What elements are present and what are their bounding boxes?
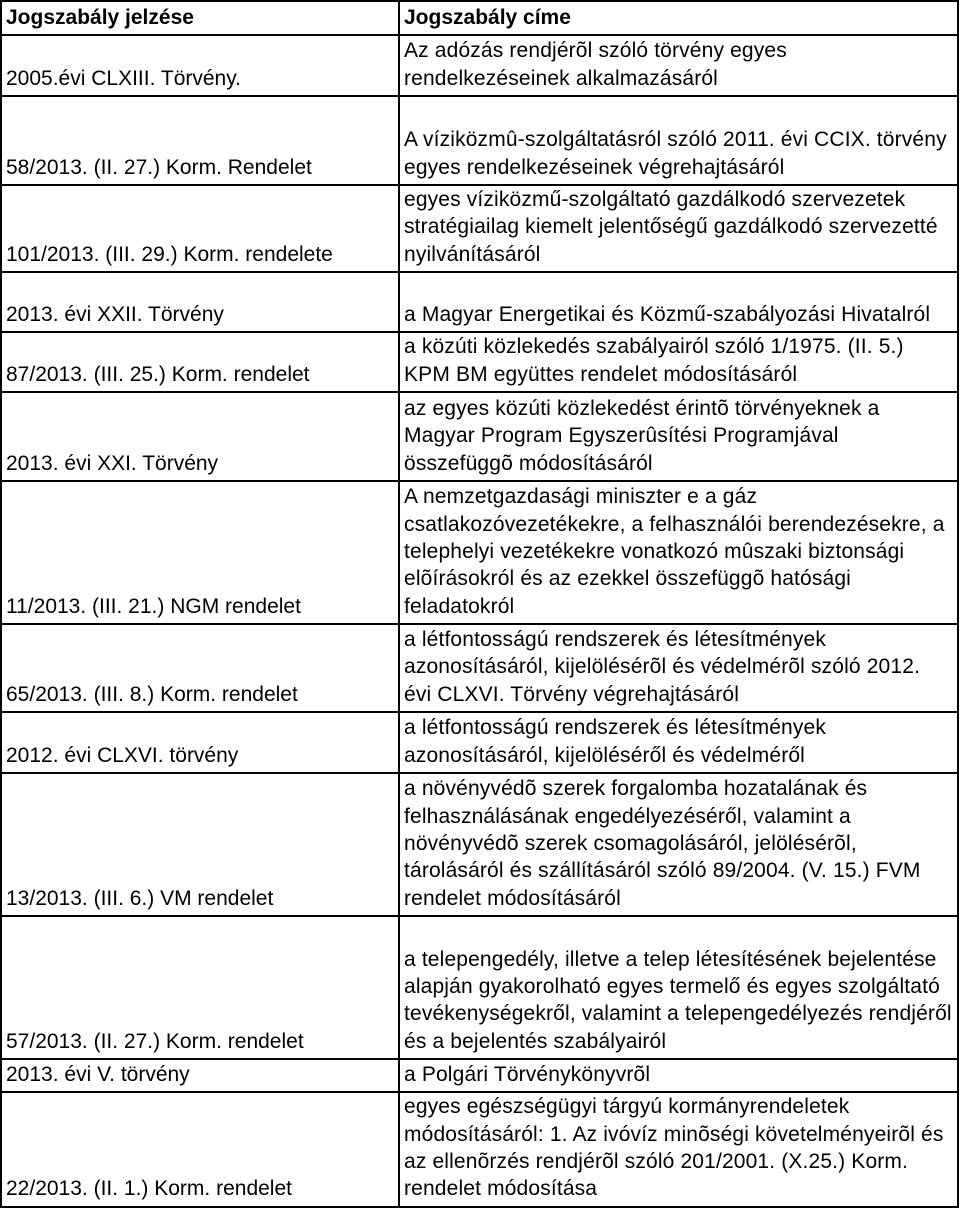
title-text: a Polgári Törvénykönyvrõl <box>404 1062 651 1086</box>
designation-cell: 65/2013. (III. 8.) Korm. rendelet <box>1 624 399 712</box>
designation-cell: 11/2013. (III. 21.) NGM rendelet <box>1 481 399 624</box>
title-cell <box>399 332 958 392</box>
title-text: a közúti közlekedés szabályairól szóló 1/1975. (II. 5.) KPM BM együttes rendelet módosításáról <box>404 335 904 386</box>
table-row <box>1 185 958 272</box>
title-text: A nemzetgazdasági miniszter e a gáz csatlakozóvezetékekre, a felhasználói berendezésekre, a telephelyi vezetékekre vonatkozó mûszaki biztonsági elõírásokról és az ezekkel összefüggõ hatósági feladatokról <box>404 485 945 618</box>
title-text: a létfontosságú rendszerek és létesítmények azonosításáról, kijelölésérõl és védelmérõl szóló 2012. évi CLXVI. Törvény végrehajtásáról <box>404 628 921 706</box>
designation-cell: 2013. évi V. törvény <box>1 1059 399 1092</box>
title-text: az egyes közúti közlekedést érintõ törvényeknek a Magyar Program Egyszerûsítési Programjával összefüggõ módosításáról <box>404 397 880 475</box>
table-row <box>1 916 958 1059</box>
header-designation: Jogszabály jelzése <box>1 1 399 35</box>
title-cell <box>399 96 958 185</box>
table-row <box>1 773 958 916</box>
designation-cell: 101/2013. (III. 29.) Korm. rendelete <box>1 185 399 272</box>
title-text: a telepengedély, illetve a telep létesítésének bejelentése alapján gyakorolható egyes termelő és egyes szolgáltató tevékenységekről, valamint a telepengedélyezés rendjéről és a bejelentés szabályairól <box>404 947 952 1053</box>
title-cell <box>399 916 958 1059</box>
table-row <box>1 96 958 185</box>
title-cell <box>399 712 958 773</box>
table-row <box>1 332 958 392</box>
designation-cell: 13/2013. (III. 6.) VM rendelet <box>1 773 399 916</box>
table-header-row <box>1 1 958 35</box>
designation-cell: 57/2013. (II. 27.) Korm. rendelet <box>1 916 399 1059</box>
table-row <box>1 624 958 712</box>
title-cell <box>399 185 958 272</box>
designation-cell: 2005.évi CLXIII. Törvény. <box>1 35 399 96</box>
table-row <box>1 1059 958 1092</box>
title-text: a létfontosságú rendszerek és létesítmények azonosításáról, kijelöléséről és védelméről <box>404 716 827 767</box>
designation-cell: 2012. évi CLXVI. törvény <box>1 712 399 773</box>
table-row <box>1 35 958 96</box>
designation-cell: 2013. évi XXI. Törvény <box>1 392 399 481</box>
header-title: Jogszabály címe <box>399 1 958 35</box>
title-text: Az adózás rendjérõl szóló törvény egyes rendelkezéseinek alkalmazásáról <box>404 39 787 90</box>
table-row <box>1 481 958 624</box>
table-row <box>1 1092 958 1207</box>
title-text: a növényvédõ szerek forgalomba hozatalának és felhasználásának engedélyezéséről, valamint a növényvédõ szerek csomagolásáról, jelölésérõl, tárolásáról és szállításáról szóló 89/2004. (V. 15.) FVM rendelet módosításáról <box>404 777 921 910</box>
designation-cell: 87/2013. (III. 25.) Korm. rendelet <box>1 332 399 392</box>
title-text: egyes víziközmű-szolgáltató gazdálkodó szervezetek stratégiailag kiemelt jelentőségű gazdálkodó szervezetté nyilvánításáról <box>404 188 938 266</box>
title-cell <box>399 481 958 624</box>
designation-cell: 58/2013. (II. 27.) Korm. Rendelet <box>1 96 399 185</box>
table-row <box>1 712 958 773</box>
table-row <box>1 272 958 332</box>
title-cell <box>399 392 958 481</box>
designation-cell: 22/2013. (II. 1.) Korm. rendelet <box>1 1092 399 1207</box>
title-text: a Magyar Energetikai és Közmű-szabályozási Hivatalról <box>404 302 931 326</box>
title-cell <box>399 624 958 712</box>
title-text: A víziközmû-szolgáltatásról szóló 2011. évi CCIX. törvény egyes rendelkezéseinek végrehajtásáról <box>404 128 947 179</box>
title-cell <box>399 1059 958 1092</box>
title-cell <box>399 773 958 916</box>
table-row <box>1 392 958 481</box>
title-cell <box>399 1092 958 1207</box>
title-cell <box>399 272 958 332</box>
designation-cell: 2013. évi XXII. Törvény <box>1 272 399 332</box>
title-cell <box>399 35 958 96</box>
title-text: egyes egészségügyi tárgyú kormányrendeletek módosításáról: 1. Az ivóvíz minõségi követelményeirõl és az ellenõrzés rendjérõl szóló 201/2001. (X.25.) Korm. rendelet módosítása <box>404 1095 944 1201</box>
